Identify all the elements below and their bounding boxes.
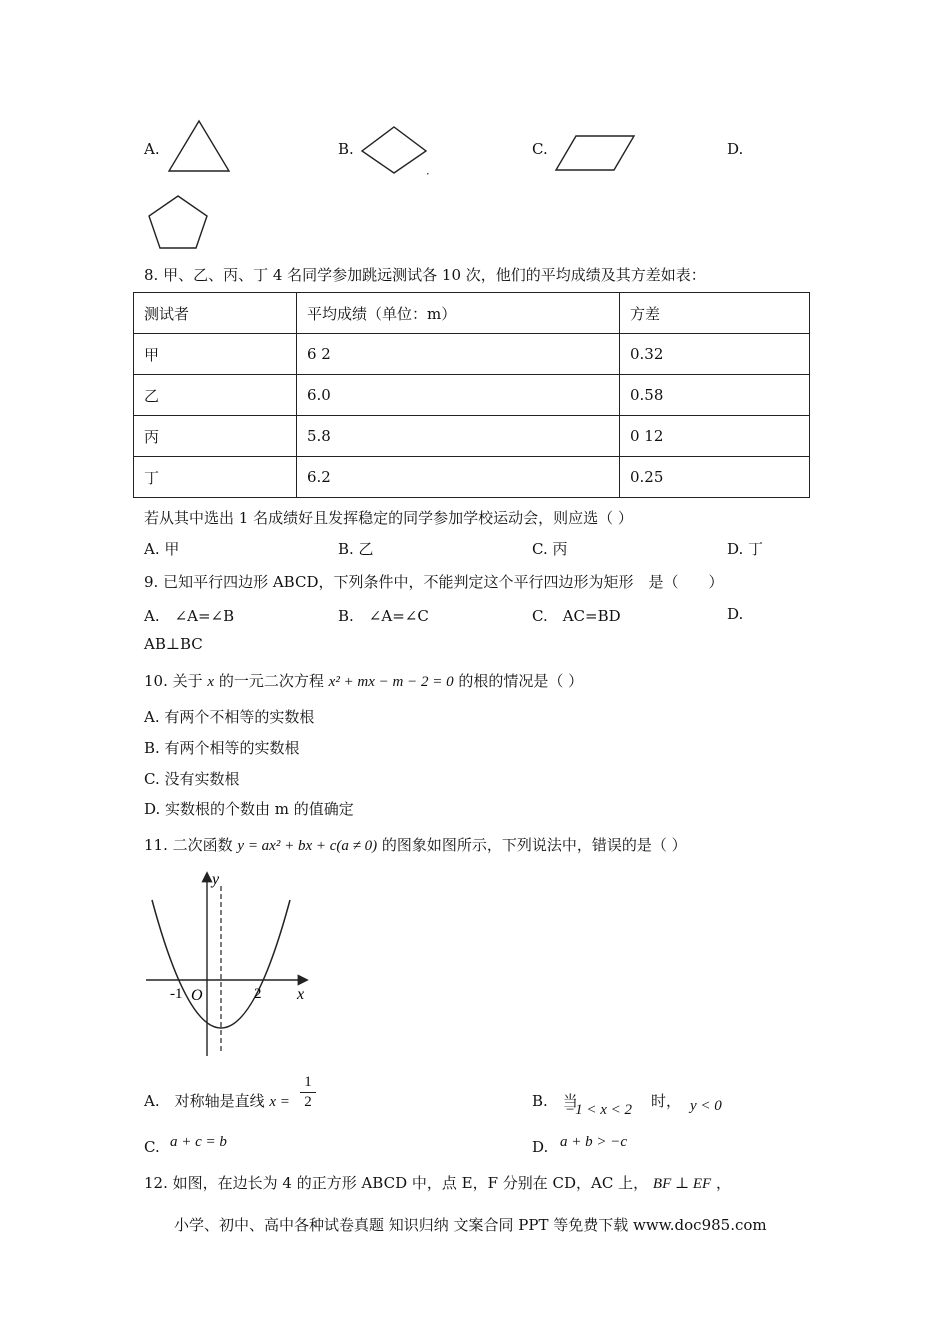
- pentagon-icon: [146, 193, 210, 251]
- q11-stem-suffix: 的图象如图所示，下列说法中，错误的是（ ）: [381, 836, 687, 854]
- q11-stem-prefix: 11. 二次函数: [144, 836, 233, 854]
- q11-option-d-eq: a + b > −c: [560, 1134, 628, 1150]
- fraction-numerator: 1: [304, 1074, 312, 1090]
- table-cell: 0 12: [620, 416, 810, 457]
- q9-option-b: B. ∠A=∠C: [338, 607, 429, 625]
- q10-stem: [144, 670, 583, 691]
- q11-option-b-prefix: B. 当: [532, 1092, 578, 1110]
- q11-option-a: [144, 1090, 290, 1111]
- q10-option-d: D. 实数根的个数由 m 的值确定: [144, 800, 354, 818]
- q10-option-c: C. 没有实数根: [144, 770, 240, 788]
- q9-option-d-text: AB⊥BC: [144, 635, 203, 653]
- table-cell: 0.58: [620, 375, 810, 416]
- table-cell: 6 2: [297, 334, 620, 375]
- rhombus-icon: [360, 125, 430, 177]
- table-cell: 6.0: [297, 375, 620, 416]
- q10-stem-prefix: 10. 关于: [144, 672, 203, 690]
- fraction-denominator: 2: [304, 1094, 312, 1110]
- triangle-icon: [166, 118, 232, 174]
- q10-stem-mid: 的一元二次方程: [218, 672, 324, 690]
- table-cell: 0.25: [620, 457, 810, 498]
- q8-option-c: C. 丙: [532, 540, 568, 558]
- q11-option-b-cond: y < 0: [690, 1098, 722, 1114]
- q9-option-a: A. ∠A=∠B: [144, 607, 235, 625]
- parabola-graph: [140, 866, 320, 1062]
- q11-option-b-range: −1 < x < 2: [565, 1102, 633, 1118]
- q12-stem: [144, 1172, 731, 1193]
- table-cell: 丙: [134, 416, 297, 457]
- q8-option-d: D. 丁: [727, 540, 764, 558]
- left-root-label: -1: [170, 986, 183, 1002]
- q10-option-a: A. 有两个不相等的实数根: [144, 708, 315, 726]
- page-footer: 小学、初中、高中各种试卷真题 知识归纳 文案合同 PPT 等免费下载 www.doc985.com: [174, 1216, 767, 1234]
- q9-option-d: D.: [727, 605, 744, 623]
- table-row: [134, 457, 810, 498]
- table-cell: 乙: [134, 375, 297, 416]
- y-axis-label: y: [212, 871, 220, 888]
- q11-option-d-label: D.: [532, 1138, 549, 1156]
- q11-equation: y = ax² + bx + c(a ≠ 0): [237, 838, 378, 854]
- q8-score-table: [133, 292, 810, 498]
- q12-tail: ，: [715, 1174, 731, 1192]
- q10-option-b: B. 有两个相等的实数根: [144, 739, 300, 757]
- q11-stem: [144, 834, 687, 855]
- x-axis-label: x: [297, 986, 305, 1003]
- table-cell: 甲: [134, 334, 297, 375]
- q8-question: 若从其中选出 1 名成绩好且发挥稳定的同学参加学校运动会，则应选（ ）: [144, 509, 633, 527]
- q11-option-a-eq: x =: [269, 1094, 290, 1110]
- q10-var: x: [207, 674, 215, 690]
- q9-stem: 9. 已知平行四边形 ABCD，下列条件中，不能判定这个平行四边形为矩形 是（ ）: [144, 573, 724, 591]
- table-cell: 0.32: [620, 334, 810, 375]
- table-header-cell: 测试者: [134, 293, 297, 334]
- parallelogram-icon: [554, 134, 638, 174]
- fraction-bar: [300, 1092, 316, 1093]
- q12-eq: BF ⊥ EF: [652, 1176, 712, 1192]
- q9-option-c: C. AC=BD: [532, 607, 621, 625]
- q7-option-d-label: D.: [727, 140, 744, 158]
- q10-stem-suffix: 的根的情况是（ ）: [458, 672, 584, 690]
- q8-stem: 8. 甲、乙、丙、丁 4 名同学参加跳远测试各 10 次，他们的平均成绩及其方差如表：: [144, 266, 706, 284]
- table-header-cell: 方差: [620, 293, 810, 334]
- table-header-cell: 平均成绩（单位：m）: [297, 293, 620, 334]
- table-row: [134, 416, 810, 457]
- table-cell: 丁: [134, 457, 297, 498]
- table-row: [134, 375, 810, 416]
- q11-option-b-mid: 时，: [651, 1092, 682, 1110]
- q8-option-a: A. 甲: [144, 540, 180, 558]
- q10-equation: x² + mx − m − 2 = 0: [328, 674, 454, 690]
- origin-label: O: [191, 987, 203, 1004]
- table-cell: 6.2: [297, 457, 620, 498]
- q7-option-a-label: A.: [144, 140, 160, 158]
- q11-option-c-label: C.: [144, 1138, 160, 1156]
- right-root-label: 2: [254, 986, 262, 1002]
- q7-option-c-label: C.: [532, 140, 548, 158]
- q11-option-a-fraction: [300, 1074, 316, 1111]
- q8-option-b: B. 乙: [338, 540, 374, 558]
- table-cell: 5.8: [297, 416, 620, 457]
- q11-option-a-prefix: A. 对称轴是直线: [144, 1092, 265, 1110]
- q11-option-c-eq: a + c = b: [170, 1134, 227, 1150]
- q7-option-b-label: B.: [338, 140, 354, 158]
- q12-stem-text: 12. 如图，在边长为 4 的正方形 ABCD 中，点 E，F 分别在 CD，AC 上，: [144, 1174, 649, 1192]
- table-row: [134, 334, 810, 375]
- table-header-row: [134, 293, 810, 334]
